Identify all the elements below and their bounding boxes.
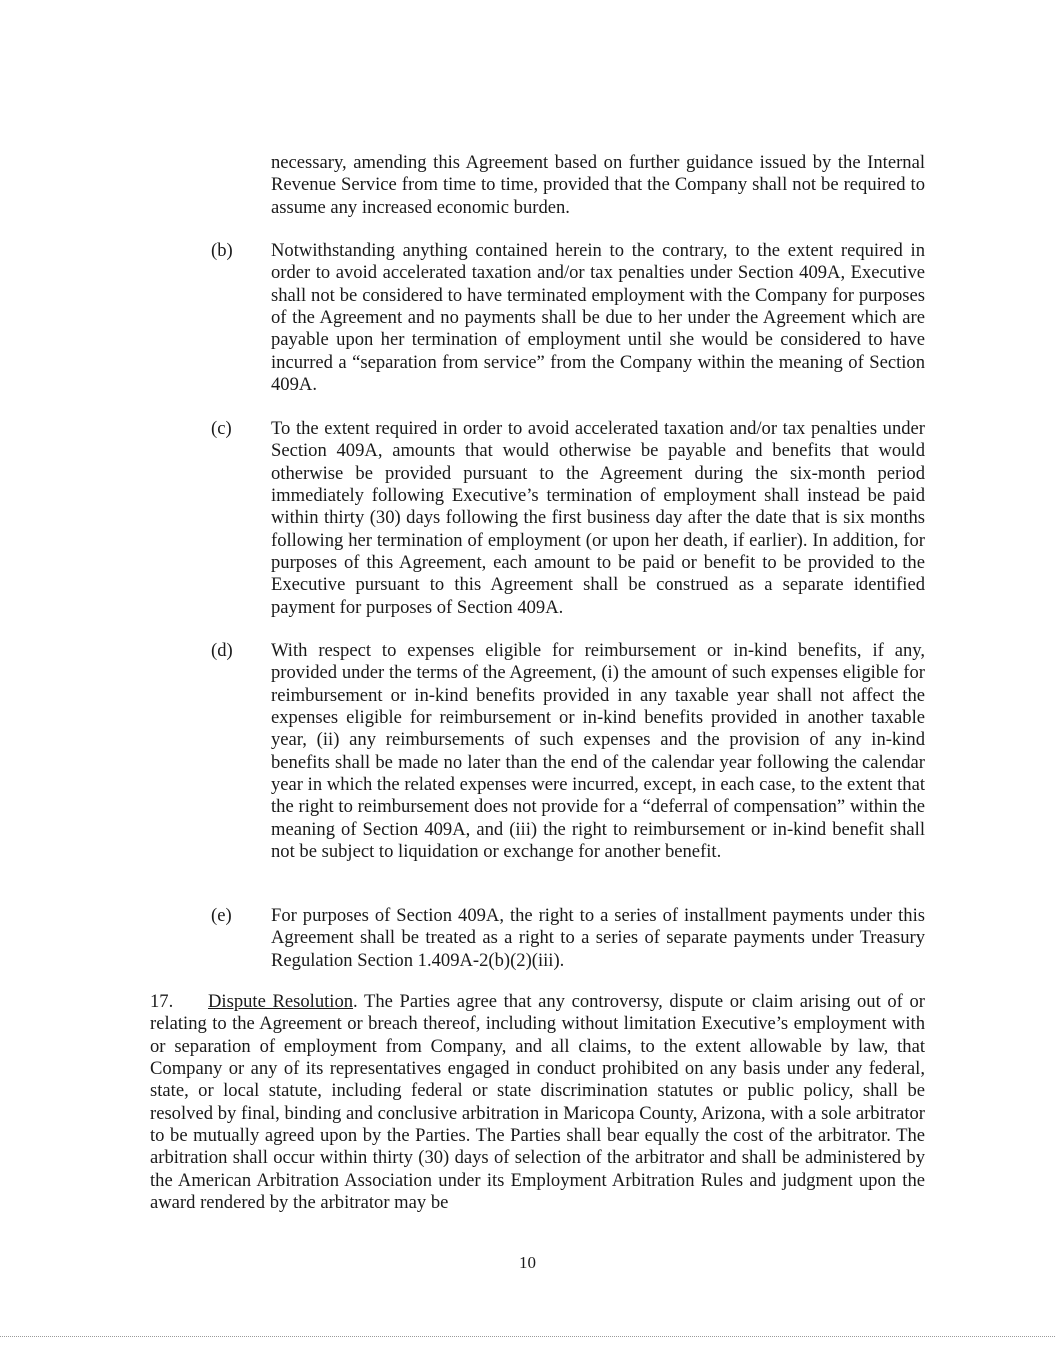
subsection-label-b: (b) [211, 240, 233, 261]
subsection-text-d: With respect to expenses eligible for reimbursement or in-kind benefits, if any, provided under the terms of the Agreement, (i) the amount of such expenses eligible for reimbursement or in-kind benefits provided in any taxable year shall not affect the expenses eligible for reimbursement or in-kind benefits provided in another taxable year, (ii) any reimbursements of such expenses and the provision of any in-kind benefits shall be made no later than the end of the calendar year following the calendar year in which the related expenses were incurred, except, in each case, to the extent that the right to reimbursement does not provide for a “deferral of compensation” within the meaning of Section 409A, and (iii) the right to reimbursement or in-kind benefit shall not be subject to liquidation or exchange for another benefit. [271, 640, 925, 863]
section-17-title: Dispute Resolution [208, 991, 354, 1012]
bottom-scan-line [0, 1336, 1055, 1337]
subsection-text-e: For purposes of Section 409A, the right to a series of installment payments under this Agreement shall be treated as a right to a series of separate payments under Treasury Regulation Section 1.409A-2(b)(2)(iii). [271, 905, 925, 971]
page-number: 10 [519, 1253, 536, 1272]
subsection-label-d: (d) [211, 640, 233, 661]
section-17-number: 17. [150, 991, 174, 1012]
subsection-label-c: (c) [211, 418, 232, 439]
subsection-label-e: (e) [211, 905, 232, 926]
subsection-text-b: Notwithstanding anything contained herein to the contrary, to the extent required in order to avoid accelerated taxation and/or tax penalties under Section 409A, Executive shall not be considered to have terminated employment with the Company for purposes of the Agreement and no payments shall be due to her under the Agreement which are payable upon her termination of employment until she would be considered to have incurred a “separation from service” from the Company within the meaning of Section 409A. [271, 240, 925, 396]
section-17-paragraph [150, 991, 925, 1214]
section-17-text: . The Parties agree that any controversy, dispute or claim arising out of or relating to the Agreement or breach thereof, including without limitation Executive’s employment with or separation of employment from Company, and all claims, to the extent allowable by law, that Company or any of its representatives engaged in conduct prohibited on any basis under any federal, state, or local statute, including federal or state discrimination statutes or public policy, shall be resolved by final, binding and conclusive arbitration in Maricopa County, Arizona, with a sole arbitrator to be mutually agreed upon by the Parties. The Parties shall bear equally the cost of the arbitrator. The arbitration shall occur within thirty (30) days of selection of the arbitrator and shall be administered by the American Arbitration Association under its Employment Arbitration Rules and judgment upon the award rendered by the arbitrator may be [150, 991, 925, 1214]
continuation-paragraph: necessary, amending this Agreement based on further guidance issued by the Internal Revenue Service from time to time, provided that the Company shall not be required to assume any increased economic burden. [271, 152, 925, 218]
subsection-text-c: To the extent required in order to avoid accelerated taxation and/or tax penalties under Section 409A, amounts that would otherwise be payable and benefits that would otherwise be provided pursuant to the Agreement during the six-month period immediately following Executive’s termination of employment shall instead be paid within thirty (30) days following the first business day after the date that is six months following her termination of employment (or upon her death, if earlier). In addition, for purposes of this Agreement, each amount to be paid or benefit to be provided to the Executive pursuant to this Agreement shall be construed as a separate identified payment for purposes of Section 409A. [271, 418, 925, 618]
